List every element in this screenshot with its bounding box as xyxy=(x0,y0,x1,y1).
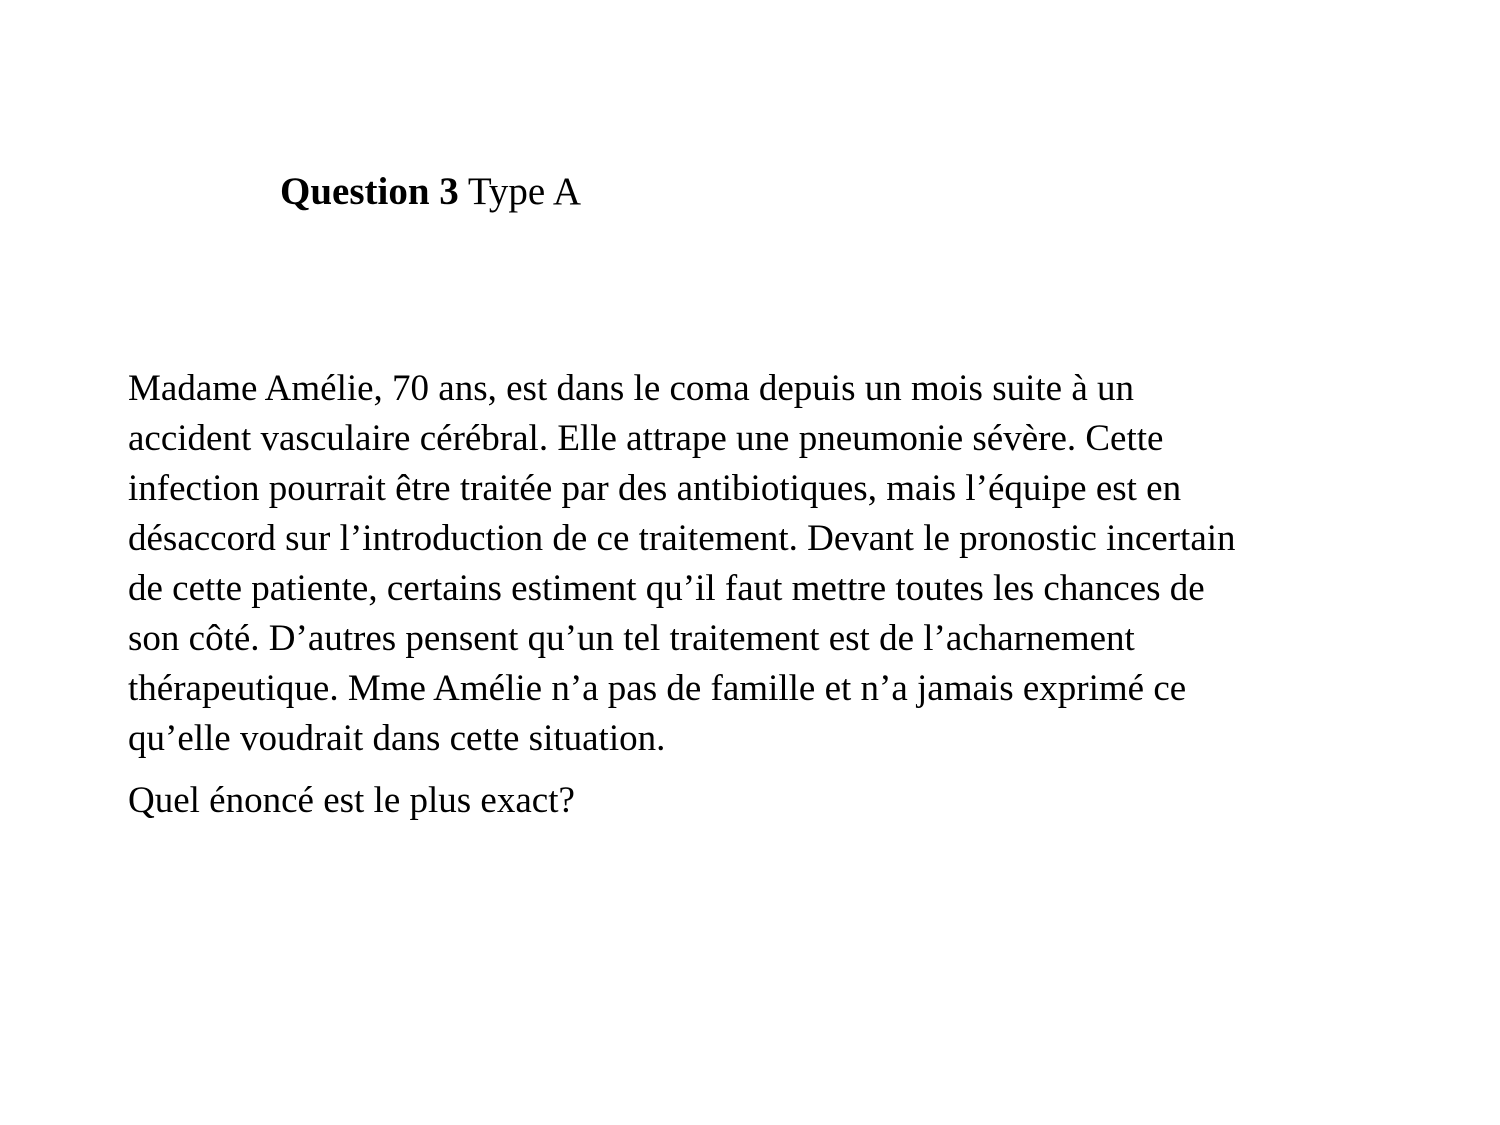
case-line: thérapeutique. Mme Amélie n’a pas de famille et n’a jamais exprimé ce xyxy=(128,668,1187,709)
case-line: son côté. D’autres pensent qu’un tel traitement est de l’acharnement xyxy=(128,618,1135,659)
case-line: de cette patiente, certains estiment qu’il faut mettre toutes les chances de xyxy=(128,568,1205,609)
case-line: désaccord sur l’introduction de ce traitement. Devant le pronostic incertain xyxy=(128,518,1236,559)
case-line: qu’elle voudrait dans cette situation. xyxy=(128,718,666,759)
question-number: Question 3 xyxy=(280,170,459,213)
question-heading xyxy=(280,168,581,216)
case-line: infection pourrait être traitée par des antibiotiques, mais l’équipe est en xyxy=(128,468,1182,509)
case-description xyxy=(128,364,1428,764)
case-line: accident vasculaire cérébral. Elle attrape une pneumonie sévère. Cette xyxy=(128,418,1164,459)
case-line: Madame Amélie, 70 ans, est dans le coma depuis un mois suite à un xyxy=(128,368,1134,409)
question-prompt: Quel énoncé est le plus exact? xyxy=(128,780,575,821)
question-type: Type A xyxy=(458,170,581,213)
